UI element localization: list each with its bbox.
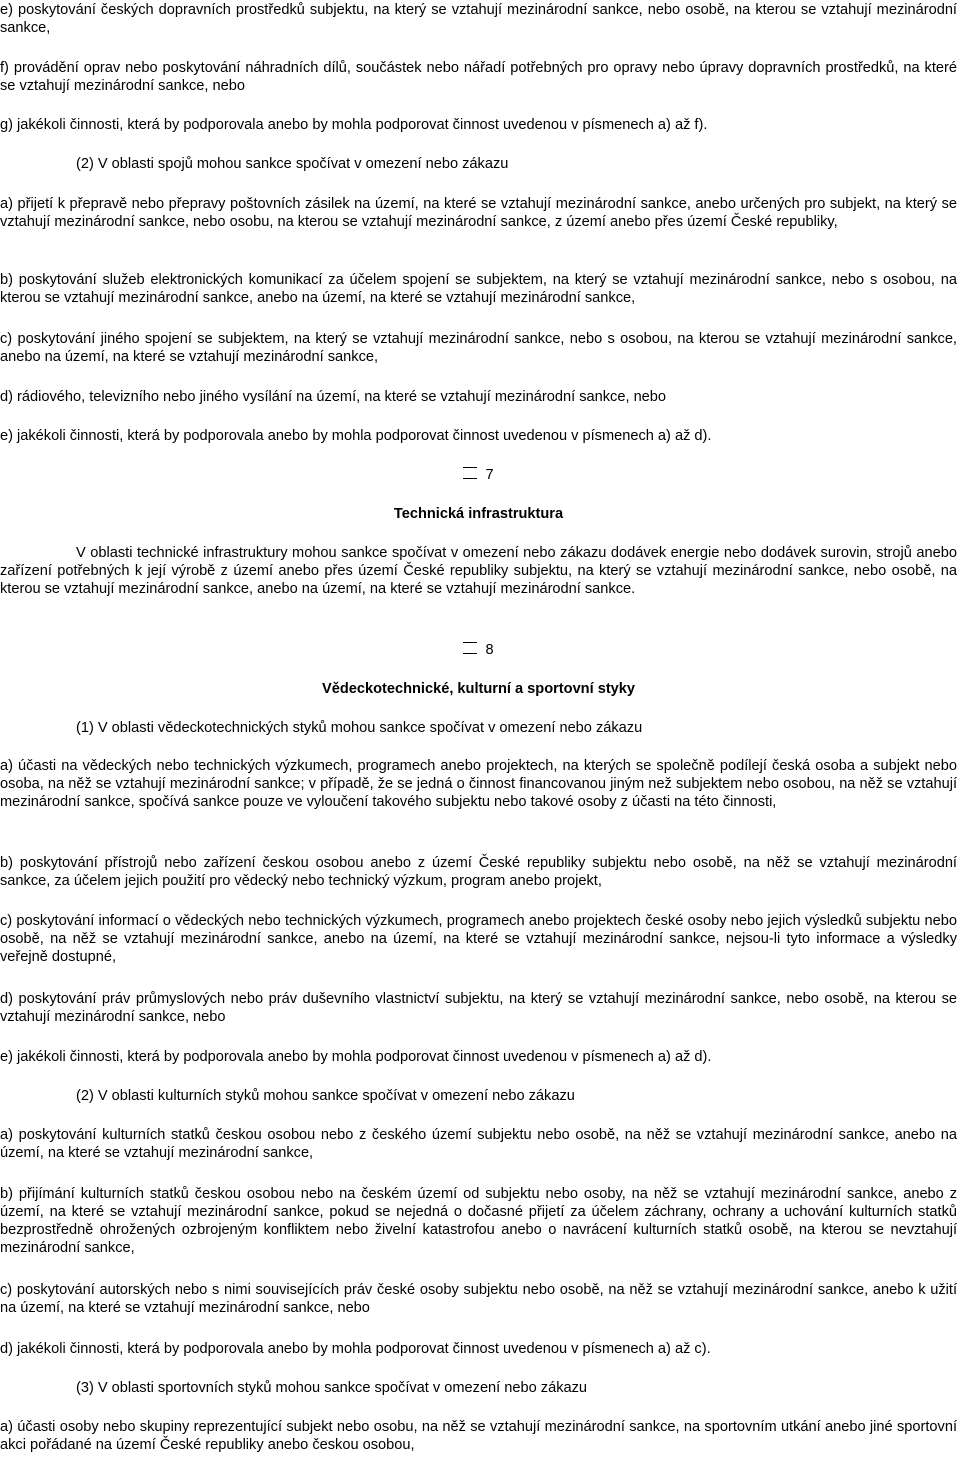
paragraph-transport-g: g) jakékoli činnosti, která by podporovala anebo by mohla podporovat činnost uvedenou v písmenech a) až f).	[0, 117, 708, 133]
section-sign-icon	[463, 467, 477, 479]
paragraph-transport-f: f) provádění oprav nebo poskytování náhradních dílů, součástek nebo nářadí potřebných pro opravy nebo úpravy dopravních prostředků, na které se vztahují mezinárodní sankce, nebo	[0, 60, 957, 94]
paragraph-communications-a: a) přijetí k přepravě nebo přepravy poštovních zásilek na území, na které se vztahují mezinárodní sankce, anebo určených pro subjekt, na který se vztahují mezinárodní sankce, nebo osobu, na kterou se vztahují mezinárodní sankce, z území anebo přes území České republiky,	[0, 196, 957, 230]
paragraph-scientific-intro: (1) V oblasti vědeckotechnických styků mohou sankce spočívat v omezení nebo zákazu	[76, 720, 643, 736]
paragraph-sports-intro: (3) V oblasti sportovních styků mohou sankce spočívat v omezení nebo zákazu	[76, 1380, 588, 1396]
section-number-7	[0, 466, 957, 484]
paragraph-communications-c: c) poskytování jiného spojení se subjektem, na který se vztahují mezinárodní sankce, nebo s osobou, na kterou se vztahují mezinárodní sankce, anebo na území, na které se vztahují mezinárodní sankce,	[0, 331, 957, 365]
paragraph-communications-e: e) jakékoli činnosti, která by podporovala anebo by mohla podporovat činnost uvedenou v písmenech a) až d).	[0, 428, 712, 444]
paragraph-sports-a: a) účasti osoby nebo skupiny reprezentující subjekt nebo osobu, na něž se vztahují mezinárodní sankce, na sportovním utkání anebo jiné sportovní akci pořádané na území České republiky anebo českou osobou,	[0, 1419, 957, 1453]
section-heading-scientific-cultural-sports: Vědeckotechnické, kulturní a sportovní styky	[321, 681, 636, 697]
section-sign-icon	[463, 642, 477, 654]
paragraph-scientific-a: a) účasti na vědeckých nebo technických výzkumech, programech anebo projektech, na kterých se společně podílejí česká osoba a subjekt nebo osoba, na něž se vztahují mezinárodní sankce; v případě, že se jedná o činnost financovanou jiným než subjektem nebo osobou, na něž se vztahují mezinárodní sankce, spočívá sankce pouze ve vyloučení takového subjektu nebo takové osoby z účasti na této činnosti,	[0, 758, 957, 810]
paragraph-cultural-c: c) poskytování autorských nebo s nimi souvisejících práv české osoby subjektu nebo osobě, na něž se vztahují mezinárodní sankce, anebo k užití na území, na které se vztahují mezinárodní sankce, nebo	[0, 1282, 957, 1316]
paragraph-cultural-d: d) jakékoli činnosti, která by podporovala anebo by mohla podporovat činnost uvedenou v písmenech a) až c).	[0, 1341, 711, 1357]
paragraph-technical-infrastructure: V oblasti technické infrastruktury mohou sankce spočívat v omezení nebo zákazu dodávek energie nebo dodávek surovin, strojů anebo zařízení potřebných k její výrobě z území anebo přes území České republiky subjektu, na který se vztahují mezinárodní sankce, nebo osobě, na kterou se vztahují mezinárodní sankce, anebo na území, na které se vztahují mezinárodní sankce.	[0, 545, 957, 597]
paragraph-scientific-d: d) poskytování práv průmyslových nebo práv duševního vlastnictví subjektu, na který se vztahují mezinárodní sankce, nebo osobě, na kterou se vztahují mezinárodní sankce, nebo	[0, 991, 957, 1025]
section-number-8	[0, 641, 957, 659]
section-heading-technical-infrastructure: Technická infrastruktura	[393, 506, 564, 522]
paragraph-communications-intro: (2) V oblasti spojů mohou sankce spočívat v omezení nebo zákazu	[76, 156, 509, 172]
paragraph-transport-e: e) poskytování českých dopravních prostředků subjektu, na který se vztahují mezinárodní sankce, nebo osobě, na kterou se vztahují mezinárodní sankce,	[0, 2, 957, 36]
paragraph-cultural-b: b) přijímání kulturních statků českou osobou nebo na českém území od subjektu nebo osoby, na něž se vztahují mezinárodní sankce, anebo z území, na které se vztahují mezinárodní sankce, pokud se nejedná o dočasné přijetí za účelem záchrany, ochrany a uchování kulturních statků bezprostředně ohrožených ozbrojeným konfliktem nebo živelní katastrofou anebo o navrácení kulturních statků osobě, na kterou se nevztahují mezinárodní sankce,	[0, 1186, 957, 1256]
paragraph-scientific-e: e) jakékoli činnosti, která by podporovala anebo by mohla podporovat činnost uvedenou v písmenech a) až d).	[0, 1049, 712, 1065]
paragraph-scientific-c: c) poskytování informací o vědeckých nebo technických výzkumech, programech anebo projektech české osoby nebo jejich výsledků subjektu nebo osobě, na něž se vztahují mezinárodní sankce, anebo na území, na které se vztahují mezinárodní sankce, nejsou-li tyto informace a výsledky veřejně dostupné,	[0, 913, 957, 965]
section-number-8-text: 8	[485, 642, 494, 658]
section-number-7-text: 7	[485, 467, 494, 483]
paragraph-cultural-intro: (2) V oblasti kulturních styků mohou sankce spočívat v omezení nebo zákazu	[76, 1088, 575, 1104]
paragraph-scientific-b: b) poskytování přístrojů nebo zařízení českou osobou anebo z území České republiky subjektu nebo osobě, na něž se vztahují mezinárodní sankce, za účelem jejich použití pro vědecký nebo technický výzkum, program anebo projekt,	[0, 855, 957, 889]
paragraph-cultural-a: a) poskytování kulturních statků českou osobou nebo z českého území subjektu nebo osobě, na něž se vztahují mezinárodní sankce, anebo na území, na které se vztahují mezinárodní sankce,	[0, 1127, 957, 1161]
paragraph-communications-d: d) rádiového, televizního nebo jiného vysílání na území, na které se vztahují mezinárodní sankce, nebo	[0, 389, 667, 405]
paragraph-communications-b: b) poskytování služeb elektronických komunikací za účelem spojení se subjektem, na který se vztahují mezinárodní sankce, nebo s osobou, na kterou se vztahují mezinárodní sankce, anebo na území, na které se vztahují mezinárodní sankce,	[0, 272, 957, 306]
